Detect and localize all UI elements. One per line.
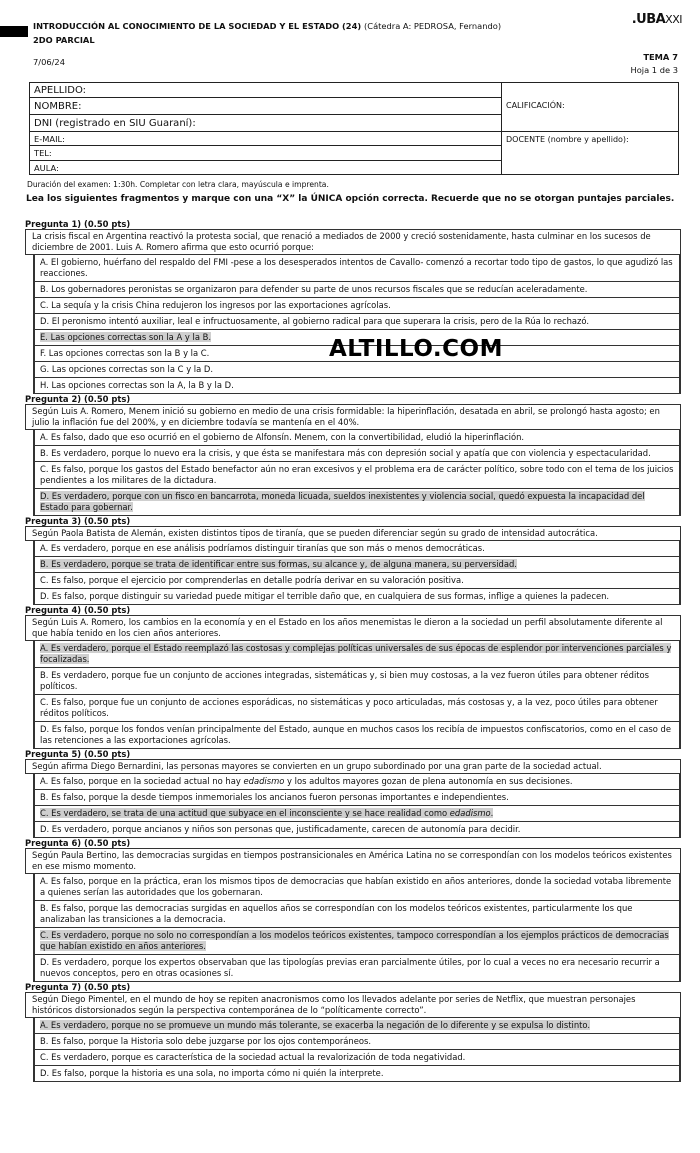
question-stem: Según afirma Diego Bernardini, las personas mayores se convierten en un grupo subordinado por una gran parte de la sociedad actual. xyxy=(25,759,681,774)
apellido-field[interactable]: APELLIDO: xyxy=(30,83,502,98)
exam-duration: Duración del examen: 1:30h. Completar con letra clara, mayúscula e imprenta. xyxy=(27,180,329,189)
option-h[interactable]: H. Las opciones correctas son la A, la B y la D. xyxy=(34,378,680,394)
black-bar xyxy=(0,26,28,37)
calificacion-field[interactable]: CALIFICACIÓN: xyxy=(502,83,679,132)
options-list xyxy=(33,1018,681,1082)
option-d[interactable]: D. Es verdadero, porque ancianos y niños son personas que, justificadamente, carecen de autonomía para decidir. xyxy=(34,822,680,838)
question-header: Pregunta 4) (0.50 pts) xyxy=(25,605,131,615)
option-c[interactable]: C. Es falso, porque el ejercicio por comprenderlas en detalle podría derivar en su valoración positiva. xyxy=(34,573,680,589)
email-field[interactable]: E-MAIL: xyxy=(30,132,502,146)
exam-date: 7/06/24 xyxy=(33,57,65,67)
option-b[interactable]: B. Es falso, porque las democracias surgidas en aquellos años se correspondían con los modelos teóricos existentes, particularmente los que analizaban las transiciones a la democracia. xyxy=(34,901,680,928)
options-list xyxy=(33,874,681,982)
option-c[interactable]: C. Es verdadero, porque es característica de la sociedad actual la revalorización de toda negatividad. xyxy=(34,1050,680,1066)
option-a[interactable]: A. Es falso, porque en la práctica, eran los mismos tipos de democracias que habían existido en años anteriores, donde la sociedad votaba libremente a quienes serían las autoridades que los gobernaran. xyxy=(34,874,680,901)
question-stem: Según Paola Batista de Alemán, existen distintos tipos de tiranía, que se pueden diferenciar según su grado de intensidad autocrática. xyxy=(25,526,681,541)
option-d[interactable]: D. Es falso, porque los fondos venían principalmente del Estado, aunque en muchos casos los recibía de impuestos confiscatorios, como en el caso de las retenciones a las exportaciones agrícolas. xyxy=(34,722,680,749)
question-stem: Según Diego Pimentel, en el mundo de hoy se repiten anacronismos como los llevados adelante por series de Netflix, que muestran personajes históricos distorsionados según la perspectiva contemporánea de lo “políticamente correcto”. xyxy=(25,992,681,1018)
option-f[interactable]: F. Las opciones correctas son la B y la C. xyxy=(34,346,680,362)
docente-field[interactable]: DOCENTE (nombre y apellido): xyxy=(502,132,679,175)
option-c[interactable]: C. Es verdadero, porque no solo no correspondían a los modelos teóricos existentes, tampoco correspondían a los ejemplos prácticos de democracias que habían existido en años anteriores. xyxy=(34,928,680,955)
option-a[interactable]: A. Es verdadero, porque no se promueve un mundo más tolerante, se exacerba la negación de lo diferente y se expulsa lo distinto. xyxy=(34,1018,680,1034)
option-a[interactable]: A. El gobierno, huérfano del respaldo del FMI -pese a los desesperados intentos de Cavallo- comenzó a recortar todo tipo de gastos, lo que agudizó las reacciones. xyxy=(34,255,680,282)
course-name: INTRODUCCIÓN AL CONOCIMIENTO DE LA SOCIEDAD Y EL ESTADO (24) xyxy=(33,21,362,31)
option-b[interactable]: B. Es falso, porque la Historia solo debe juzgarse por los ojos contemporáneos. xyxy=(34,1034,680,1050)
option-b[interactable]: B. Los gobernadores peronistas se organizaron para defender su parte de unos recursos fiscales que se reducían aceleradamente. xyxy=(34,282,680,298)
tema-label: TEMA 7 xyxy=(643,52,678,62)
tel-field[interactable]: TEL: xyxy=(30,146,502,161)
option-a[interactable]: A. Es verdadero, porque el Estado reemplazó las costosas y complejas políticas universales de sus épocas de esplendor por intervenciones parciales y focalizadas. xyxy=(34,641,680,668)
question-stem: Según Luis A. Romero, Menem inició su gobierno en medio de una crisis formidable: la hiperinflación, desatada en abril, se prolongó hasta agosto; en julio la inflación fue del 200%, y en diciembre todavía se mantenía en el 40%. xyxy=(25,404,681,430)
question-header: Pregunta 5) (0.50 pts) xyxy=(25,749,131,759)
option-c[interactable]: C. Es falso, porque fue un conjunto de acciones esporádicas, no sistemáticas y poco articuladas, más costosas y, a la vez, poco útiles para obtener réditos políticos. xyxy=(34,695,680,722)
dni-field[interactable]: DNI (registrado en SIU Guaraní): xyxy=(30,115,502,132)
options-list xyxy=(33,430,681,516)
question-header: Pregunta 1) (0.50 pts) xyxy=(25,219,131,229)
catedra: (Cátedra A: PEDROSA, Fernando) xyxy=(364,21,502,31)
option-b[interactable]: B. Es falso, porque la desde tiempos inmemoriales los ancianos fueron personas importantes e independientes. xyxy=(34,790,680,806)
option-d[interactable]: D. Es falso, porque la historia es una sola, no importa cómo ni quién la interprete. xyxy=(34,1066,680,1082)
instructions: Lea los siguientes fragmentos y marque con una “X” la ÚNICA opción correcta. Recuerde que no se otorgan puntajes parciales. xyxy=(26,194,675,204)
option-d[interactable]: D. Es verdadero, porque con un fisco en bancarrota, moneda licuada, sueldos inexistentes y violencia social, quedó expuesta la incapacidad del Estado para gobernar. xyxy=(34,489,680,516)
question-stem: Según Luis A. Romero, los cambios en la economía y en el Estado en los años menemistas le dieron a la sociedad un perfil absolutamente diferente al que había tenido en los cien años anteriores. xyxy=(25,615,681,641)
question-stem: La crisis fiscal en Argentina reactivó la protesta social, que renació a mediados de 2000 y creció sostenidamente, hasta culminar en los sucesos de diciembre de 2001. Luis A. Romero afirma que esto ocurrió porque: xyxy=(25,229,681,255)
question-stem: Según Paula Bertino, las democracias surgidas en tiempos postransicionales en América Latina no se correspondían con los modelos teóricos existentes en ese mismo momento. xyxy=(25,848,681,874)
watermark: ALTILLO.COM xyxy=(329,336,503,362)
student-info-table xyxy=(29,82,679,175)
question-header: Pregunta 2) (0.50 pts) xyxy=(25,394,131,404)
aula-field[interactable]: AULA: xyxy=(30,161,502,175)
option-e[interactable]: E. Las opciones correctas son la A y la B. xyxy=(34,330,680,346)
question-header: Pregunta 6) (0.50 pts) xyxy=(25,838,131,848)
options-list xyxy=(33,255,681,394)
option-b[interactable]: B. Es verdadero, porque fue un conjunto de acciones integradas, sistemáticas y, si bien muy costosas, a la vez fueron útiles para obtener réditos políticos. xyxy=(34,668,680,695)
uba-xxi-logo: .UBAXXI xyxy=(631,12,682,27)
option-a[interactable]: A. Es falso, porque en la sociedad actual no hay edadismo y los adultos mayores gozan de plena autonomía en sus decisiones. xyxy=(34,774,680,790)
option-d[interactable]: D. El peronismo intentó auxiliar, leal e infructuosamente, al gobierno radical para que superara la crisis, pero de la Rúa lo rechazó. xyxy=(34,314,680,330)
exam-type: 2DO PARCIAL xyxy=(33,35,95,45)
option-c[interactable]: C. Es verdadero, se trata de una actitud que subyace en el inconsciente y se hace realidad como edadismo. xyxy=(34,806,680,822)
option-c[interactable]: C. Es falso, porque los gastos del Estado benefactor aún no eran excesivos y el problema era de carácter político, sobre todo con el tema de los juicios pendientes a los militares de la dictadura. xyxy=(34,462,680,489)
options-list xyxy=(33,541,681,605)
option-a[interactable]: A. Es falso, dado que eso ocurrió en el gobierno de Alfonsín. Menem, con la convertibilidad, eludió la hiperinflación. xyxy=(34,430,680,446)
option-c[interactable]: C. La sequía y la crisis China redujeron los ingresos por las exportaciones agrícolas. xyxy=(34,298,680,314)
page-indicator: Hoja 1 de 3 xyxy=(630,65,678,75)
nombre-field[interactable]: NOMBRE: xyxy=(30,98,502,115)
question-header: Pregunta 7) (0.50 pts) xyxy=(25,982,131,992)
options-list xyxy=(33,774,681,838)
option-a[interactable]: A. Es verdadero, porque en ese análisis podríamos distinguir tiranías que son más o menos democráticas. xyxy=(34,541,680,557)
option-d[interactable]: D. Es falso, porque distinguir su variedad puede mitigar el terrible daño que, en cualquiera de sus formas, inflige a quienes la padecen. xyxy=(34,589,680,605)
option-d[interactable]: D. Es verdadero, porque los expertos observaban que las tipologías previas eran parcialmente útiles, por lo cual a veces no era necesario recurrir a nuevos conceptos, pero en otras ocasiones sí. xyxy=(34,955,680,982)
options-list xyxy=(33,641,681,749)
option-b[interactable]: B. Es verdadero, porque lo nuevo era la crisis, y que ésta se manifestara más con depresión social y apatía que con violencia y espectacularidad. xyxy=(34,446,680,462)
course-title xyxy=(33,21,501,31)
option-g[interactable]: G. Las opciones correctas son la C y la D. xyxy=(34,362,680,378)
question-header: Pregunta 3) (0.50 pts) xyxy=(25,516,131,526)
option-b[interactable]: B. Es verdadero, porque se trata de identificar entre sus formas, su alcance y, de alguna manera, su perversidad. xyxy=(34,557,680,573)
